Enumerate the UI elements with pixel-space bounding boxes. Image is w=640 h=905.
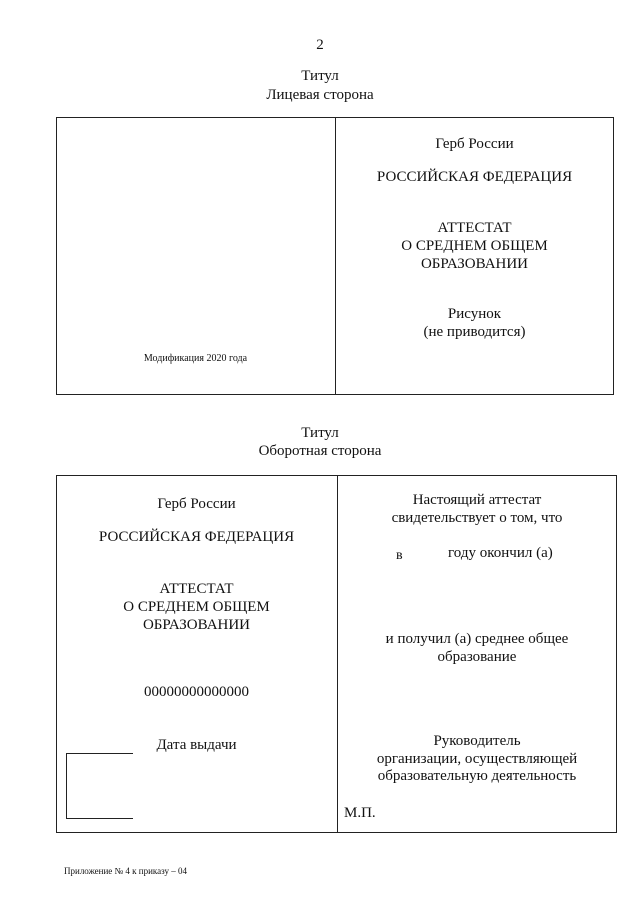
front-country-name: РОССИЙСКАЯ ФЕДЕРАЦИЯ xyxy=(376,169,573,185)
back-subheading: Оборотная сторона xyxy=(258,443,382,459)
received-line-1: и получил (а) среднее общее xyxy=(385,631,569,647)
back-country-name: РОССИЙСКАЯ ФЕДЕРАЦИЯ xyxy=(98,529,295,545)
head-line-3: образовательную деятельность xyxy=(377,768,577,784)
back-emblem-label: Герб России xyxy=(157,496,236,512)
back-heading: Титул xyxy=(301,425,339,441)
modification-label: Модификация 2020 года xyxy=(143,353,248,364)
issue-date-label: Дата выдачи xyxy=(156,737,237,753)
front-title-line-2: О СРЕДНЕМ ОБЩЕМ xyxy=(401,238,548,254)
statement-line-2: свидетельствует о том, что xyxy=(391,510,563,526)
year-suffix: году окончил (а) xyxy=(448,545,553,561)
seal-label: М.П. xyxy=(344,805,376,821)
front-emblem-label: Герб России xyxy=(435,136,514,152)
back-title-line-3: ОБРАЗОВАНИИ xyxy=(142,617,251,633)
photo-placeholder-frame xyxy=(66,753,133,819)
picture-note-line-2: (не приводится) xyxy=(423,324,526,340)
year-prefix: в xyxy=(396,548,403,563)
head-line-1: Руководитель xyxy=(433,733,521,749)
front-title-line-3: ОБРАЗОВАНИИ xyxy=(420,256,529,272)
front-title-line-1: АТТЕСТАТ xyxy=(437,220,512,236)
front-subheading: Лицевая сторона xyxy=(266,87,374,103)
received-line-2: образование xyxy=(437,649,517,665)
page-number: 2 xyxy=(316,37,324,53)
front-heading: Титул xyxy=(301,68,339,84)
footer-note: Приложение № 4 к приказу – 04 xyxy=(64,866,187,876)
statement-line-1: Настоящий аттестат xyxy=(412,492,542,508)
picture-note-line-1: Рисунок xyxy=(447,306,502,322)
certificate-number: 00000000000000 xyxy=(144,684,249,700)
back-title-line-2: О СРЕДНЕМ ОБЩЕМ xyxy=(123,599,270,615)
back-title-line-1: АТТЕСТАТ xyxy=(159,581,234,597)
head-line-2: организации, осуществляющей xyxy=(376,751,578,767)
